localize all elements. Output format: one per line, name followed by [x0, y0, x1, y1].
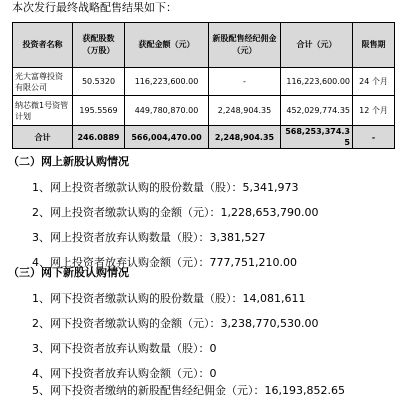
header-investor-name: 投资者名称: [13, 23, 73, 68]
header-lockup-period: 限售期: [353, 23, 395, 68]
cell-total: 452,029,774.35: [281, 96, 353, 126]
intro-text: 本次发行最终战略配售结果如下：: [12, 1, 177, 14]
cell-lockup-period: 24 个月: [353, 68, 395, 96]
offline-item: 4、网下投资者放弃认购金额（元）：0: [32, 367, 217, 380]
cell-total-sum: 568,253,374.35: [281, 126, 353, 149]
online-item: 1、网上投资者缴款认购的股份数量（股）：5,341,973: [32, 181, 299, 194]
cell-broker-commission: 2,248,904.35: [209, 96, 281, 126]
cell-investor-name: 纳芯微1号资管计划: [13, 96, 73, 126]
cell-total-lockup: -: [353, 126, 395, 149]
section-offline-heading: （三）网下新股认购情况: [8, 266, 129, 279]
online-item: 4、网上投资者放弃认购金额（元）：777,751,210.00: [32, 256, 297, 269]
offline-item: 3、网下投资者放弃认购数量（股）：0: [32, 342, 217, 355]
header-broker-commission: 新股配售经纪佣金（元）: [209, 23, 281, 68]
cell-allocated-amount: 449,780,870.00: [125, 96, 209, 126]
online-item: 3、网上投资者放弃认购数量（股）：3,381,527: [32, 231, 266, 244]
header-allocated-shares: 获配股数（万股）: [73, 23, 125, 68]
header-total: 合计（元）: [281, 23, 353, 68]
section-online-heading: （二）网上新股认购情况: [8, 155, 129, 168]
online-item: 2、网上投资者缴款认购的金额（元）：1,228,653,790.00: [32, 206, 319, 219]
cell-investor-name: 光大富尊投资有限公司: [13, 68, 73, 96]
offline-item: 5、网下投资者缴纳的新股配售经纪佣金（元）：16,193,852.65: [32, 384, 345, 397]
cell-total-shares: 246.0889: [73, 126, 125, 149]
offline-item: 1、网下投资者缴款认购的股份数量（股）：14,081,611: [32, 292, 306, 305]
cell-total-commission: 2,248,904.35: [209, 126, 281, 149]
strategic-placement-table: [12, 22, 395, 149]
cell-allocated-amount: 116,223,600.00: [125, 68, 209, 96]
table-row: [13, 68, 395, 96]
offline-item: 2、网下投资者缴款认购的金额（元）：3,238,770,530.00: [32, 317, 319, 330]
cell-allocated-shares: 50.5320: [73, 68, 125, 96]
table-total-row: [13, 126, 395, 149]
table-header-row: [13, 23, 395, 68]
cell-total-amount: 566,004,470.00: [125, 126, 209, 149]
cell-lockup-period: 12 个月: [353, 96, 395, 126]
cell-allocated-shares: 195.5569: [73, 96, 125, 126]
cell-total-label: 合计: [13, 126, 73, 149]
table-row: [13, 96, 395, 126]
cell-total: 116,223,600.00: [281, 68, 353, 96]
cell-broker-commission: -: [209, 68, 281, 96]
header-allocated-amount: 获配金额（元）: [125, 23, 209, 68]
